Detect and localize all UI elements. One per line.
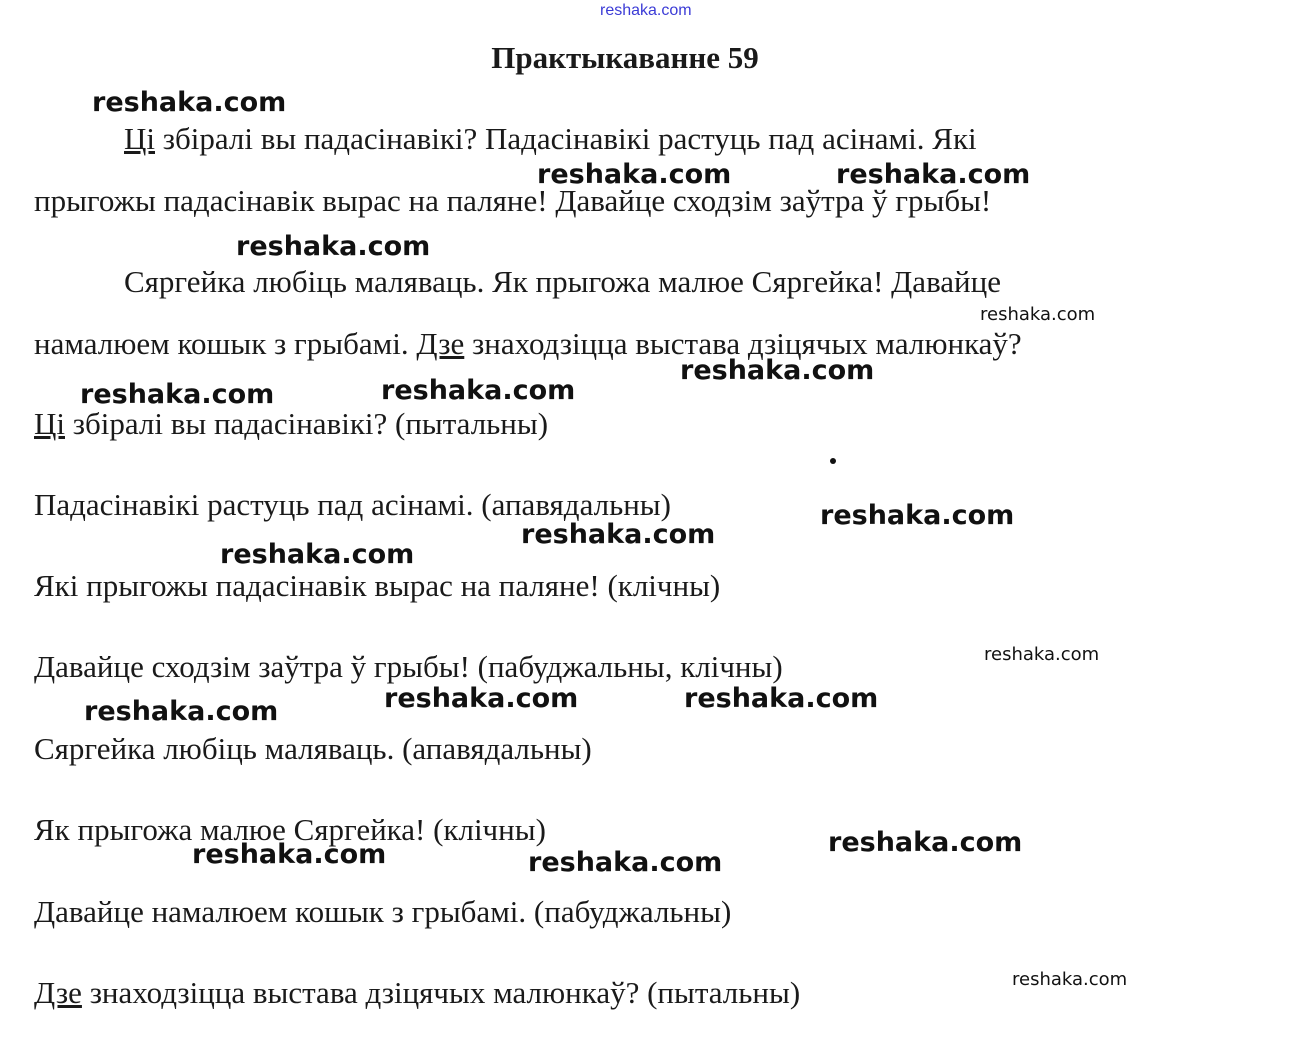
underlined-word: Дзе — [34, 975, 82, 1010]
answer-text: Падасінавікі растуць пад асінамі. (апавядальны) — [34, 487, 671, 522]
watermark: reshaka.com — [80, 379, 275, 410]
underlined-word: Дзе — [416, 326, 465, 361]
watermark: reshaka.com — [680, 355, 875, 386]
answer-text: Сяргейка любіць маляваць. (апавядальны) — [34, 731, 592, 766]
answer-text: Давайце сходзім заўтра ў грыбы! (пабуджальны, клічны) — [34, 649, 783, 684]
answer-line — [34, 566, 720, 606]
answer-line — [34, 404, 548, 444]
text-segment: намалюем кошык з грыбамі. — [34, 326, 417, 361]
answer-line — [34, 973, 800, 1013]
answer-line — [34, 647, 783, 687]
watermark: reshaka.com — [537, 159, 732, 190]
watermark: reshaka.com — [984, 644, 1100, 665]
watermark: reshaka.com — [84, 696, 279, 727]
watermark: reshaka.com — [381, 375, 576, 406]
answer-text: Давайце намалюем кошык з грыбамі. (пабуджальны) — [34, 894, 732, 929]
answer-text: збіралі вы падасінавікі? (пытальны) — [65, 406, 549, 441]
paragraph-2-line-1: Сяргейка любіць маляваць. Як прыгожа малюе Сяргейка! Давайце — [124, 264, 1001, 299]
watermark: reshaka.com — [192, 839, 387, 870]
paragraph-1-line-2: прыгожы падасінавік вырас на паляне! Давайце сходзім заўтра ў грыбы! — [34, 183, 992, 218]
watermark: reshaka.com — [92, 87, 287, 118]
answer-line — [34, 892, 731, 932]
paragraph-1-line-1 — [124, 119, 977, 159]
answer-text: знаходзіцца выстава дзіцячых малюнкаў? (пытальны) — [81, 975, 801, 1010]
underlined-word: Ці — [34, 406, 65, 441]
watermark: reshaka.com — [1012, 969, 1128, 990]
watermark: reshaka.com — [828, 827, 1023, 858]
text-segment: знаходзіцца выстава дзіцячых малюнкаў? — [464, 326, 1022, 361]
site-link[interactable]: reshaka.com — [600, 2, 692, 19]
watermark: reshaka.com — [836, 159, 1031, 190]
watermark: reshaka.com — [384, 683, 579, 714]
page-title: Практыкаванне 59 — [491, 40, 759, 75]
answer-line — [34, 729, 592, 769]
watermark: reshaka.com — [820, 500, 1015, 531]
watermark: reshaka.com — [521, 519, 716, 550]
watermark: reshaka.com — [684, 683, 879, 714]
watermark: reshaka.com — [236, 231, 431, 262]
underlined-word: Ці — [124, 121, 155, 156]
answer-text: Які прыгожы падасінавік вырас на паляне! (клічны) — [34, 568, 721, 603]
text-segment: збіралі вы падасінавікі? Падасінавікі растуць пад асінамі. Які — [155, 121, 977, 156]
watermark: reshaka.com — [528, 847, 723, 878]
stray-dot — [830, 458, 836, 464]
watermark: reshaka.com — [980, 304, 1096, 325]
watermark: reshaka.com — [220, 539, 415, 570]
answer-text: Як прыгожа малюе Сяргейка! (клічны) — [34, 812, 546, 847]
